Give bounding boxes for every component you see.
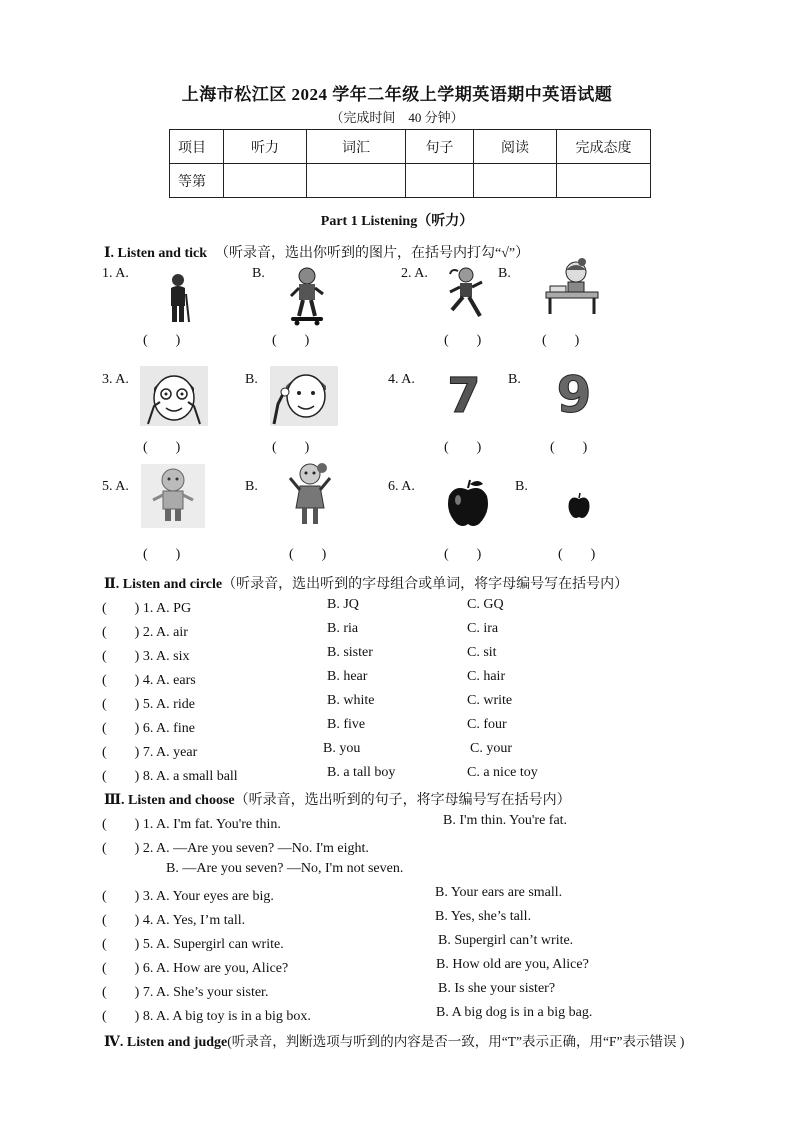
question-number: 6. A. bbox=[388, 479, 415, 494]
table-cell: 词汇 bbox=[307, 130, 406, 164]
option-b: B. ria bbox=[327, 621, 359, 636]
list-item: ( ) 7. A. She’s your sister. bbox=[102, 985, 269, 1000]
option-c: C. GQ bbox=[467, 597, 504, 612]
option-label: B. bbox=[252, 266, 265, 281]
table-cell[interactable] bbox=[406, 164, 474, 198]
number-nine-picture bbox=[556, 366, 592, 418]
section-instruction: （听录音，选出听到的字母组合或单词，将字母编号写在括号内） bbox=[222, 577, 629, 592]
section-4-heading bbox=[104, 1030, 684, 1051]
option-label: B. bbox=[508, 372, 521, 387]
girl-waving-picture bbox=[284, 460, 336, 530]
option-b: B. hear bbox=[327, 669, 368, 684]
answer-blank[interactable]: ( ) bbox=[143, 547, 181, 562]
answer-blank[interactable]: ( ) bbox=[272, 440, 310, 455]
option-c: C. write bbox=[467, 693, 513, 708]
answer-blank[interactable]: ( ) bbox=[542, 333, 580, 348]
option-b: B. How old are you, Alice? bbox=[436, 957, 589, 972]
option-c: C. ira bbox=[467, 621, 499, 636]
question-number: 4. A. bbox=[388, 372, 415, 387]
list-item: ( ) 1. A. I'm fat. You're thin. bbox=[102, 817, 281, 832]
page-title: 上海市松江区 2024 学年二年级上学期英语期中英语试题 bbox=[181, 85, 613, 104]
number-seven-picture bbox=[446, 368, 482, 418]
table-cell[interactable] bbox=[224, 164, 307, 198]
list-item: ( ) 3. A. Your eyes are big. bbox=[102, 889, 274, 904]
option-c: C. a nice toy bbox=[467, 765, 538, 780]
table-cell: 完成态度 bbox=[557, 130, 651, 164]
digit-nine: 9 bbox=[556, 366, 592, 418]
list-item: ( ) 6. A. fine bbox=[102, 721, 195, 736]
boy-pointing-eyes-picture bbox=[140, 366, 208, 426]
option-b: B. —Are you seven? —No, I'm not seven. bbox=[166, 861, 404, 876]
option-b: B. five bbox=[327, 717, 366, 732]
table-cell: 项目 bbox=[170, 130, 224, 164]
answer-blank[interactable]: ( ) bbox=[444, 547, 482, 562]
list-item: ( ) 2. A. air bbox=[102, 625, 188, 640]
table-cell: 听力 bbox=[224, 130, 307, 164]
small-apple-picture bbox=[567, 492, 591, 520]
table-row bbox=[170, 130, 651, 164]
question-number: 1. A. bbox=[102, 266, 129, 281]
option-label: B. bbox=[245, 372, 258, 387]
answer-blank[interactable]: ( ) bbox=[444, 440, 482, 455]
girl-writing-picture bbox=[542, 258, 600, 318]
table-cell[interactable] bbox=[557, 164, 651, 198]
option-b: B. Your ears are small. bbox=[435, 885, 563, 900]
answer-blank[interactable]: ( ) bbox=[143, 440, 181, 455]
list-item: ( ) 1. A. PG bbox=[102, 601, 192, 616]
answer-blank[interactable]: ( ) bbox=[289, 547, 327, 562]
option-b: B. white bbox=[327, 693, 375, 708]
table-cell: 句子 bbox=[406, 130, 474, 164]
short-girl-picture bbox=[141, 464, 205, 528]
big-apple-picture bbox=[445, 478, 491, 528]
option-c: C. your bbox=[470, 741, 512, 756]
table-cell: 阅读 bbox=[474, 130, 557, 164]
answer-blank[interactable]: ( ) bbox=[143, 333, 181, 348]
girl-running-picture bbox=[444, 266, 488, 322]
option-label: B. bbox=[245, 479, 258, 494]
table-cell: 等第 bbox=[170, 164, 224, 198]
list-item: ( ) 5. A. Supergirl can write. bbox=[102, 937, 284, 952]
list-item: ( ) 4. A. Yes, I’m tall. bbox=[102, 913, 246, 928]
option-b: B. A big dog is in a big bag. bbox=[436, 1005, 593, 1020]
answer-blank[interactable]: ( ) bbox=[444, 333, 482, 348]
boy-skateboard-picture bbox=[287, 266, 327, 326]
section-instruction: （听录音，选出你听到的图片，在括号内打勾“√”） bbox=[215, 246, 530, 261]
list-item: ( ) 6. A. How are you, Alice? bbox=[102, 961, 289, 976]
option-b: B. sister bbox=[327, 645, 373, 660]
section-1-heading bbox=[104, 242, 529, 262]
list-item: ( ) 7. A. year bbox=[102, 745, 198, 760]
section-label: Ⅳ. Listen and judge bbox=[104, 1035, 228, 1050]
list-item: ( ) 8. A. A big toy is in a big box. bbox=[102, 1009, 311, 1024]
table-cell[interactable] bbox=[307, 164, 406, 198]
option-b: B. Is she your sister? bbox=[438, 981, 556, 996]
section-instruction: （听录音，选出听到的句子，将字母编号写在括号内） bbox=[234, 793, 571, 808]
option-c: C. four bbox=[467, 717, 507, 732]
question-number: 2. A. bbox=[401, 266, 428, 281]
score-table bbox=[169, 129, 651, 198]
option-b: B. Yes, she’s tall. bbox=[435, 909, 532, 924]
section-instruction: (听录音，判断选项与听到的内容是否一致，用“T”表示正确，用“F”表示错误 ) bbox=[227, 1034, 685, 1049]
answer-blank[interactable]: ( ) bbox=[550, 440, 588, 455]
section-label: Ⅱ. Listen and circle bbox=[104, 577, 223, 592]
list-item: ( ) 3. A. six bbox=[102, 649, 190, 664]
question-number: 5. A. bbox=[102, 479, 129, 494]
option-b: B. I'm thin. You're fat. bbox=[443, 813, 568, 828]
part-title: Part 1 Listening（听力） bbox=[320, 214, 474, 229]
section-label: Ⅰ. Listen and tick bbox=[104, 246, 208, 261]
answer-blank[interactable]: ( ) bbox=[558, 547, 596, 562]
option-b: B. you bbox=[323, 741, 361, 756]
list-item: ( ) 4. A. ears bbox=[102, 673, 196, 688]
list-item: ( ) 5. A. ride bbox=[102, 697, 195, 712]
section-2-heading bbox=[104, 573, 628, 593]
option-c: C. hair bbox=[467, 669, 506, 684]
option-label: B. bbox=[498, 266, 511, 281]
table-row bbox=[170, 164, 651, 198]
option-c: C. sit bbox=[467, 645, 497, 660]
answer-blank[interactable]: ( ) bbox=[272, 333, 310, 348]
old-man-picture bbox=[163, 272, 193, 324]
question-number: 3. A. bbox=[102, 372, 129, 387]
option-label: B. bbox=[515, 479, 528, 494]
digit-seven: 7 bbox=[447, 368, 481, 418]
list-item: ( ) 8. A. a small ball bbox=[102, 769, 238, 784]
section-label: Ⅲ. Listen and choose bbox=[104, 793, 235, 808]
table-cell[interactable] bbox=[474, 164, 557, 198]
option-b: B. a tall boy bbox=[327, 765, 396, 780]
page-subtitle: （完成时间 40 分钟） bbox=[330, 110, 464, 125]
list-item: ( ) 2. A. —Are you seven? —No. I'm eight. bbox=[102, 841, 369, 856]
section-3-heading bbox=[104, 789, 571, 809]
option-b: B. JQ bbox=[327, 597, 359, 612]
boy-touching-ear-picture bbox=[270, 366, 338, 426]
option-b: B. Supergirl can’t write. bbox=[438, 933, 574, 948]
